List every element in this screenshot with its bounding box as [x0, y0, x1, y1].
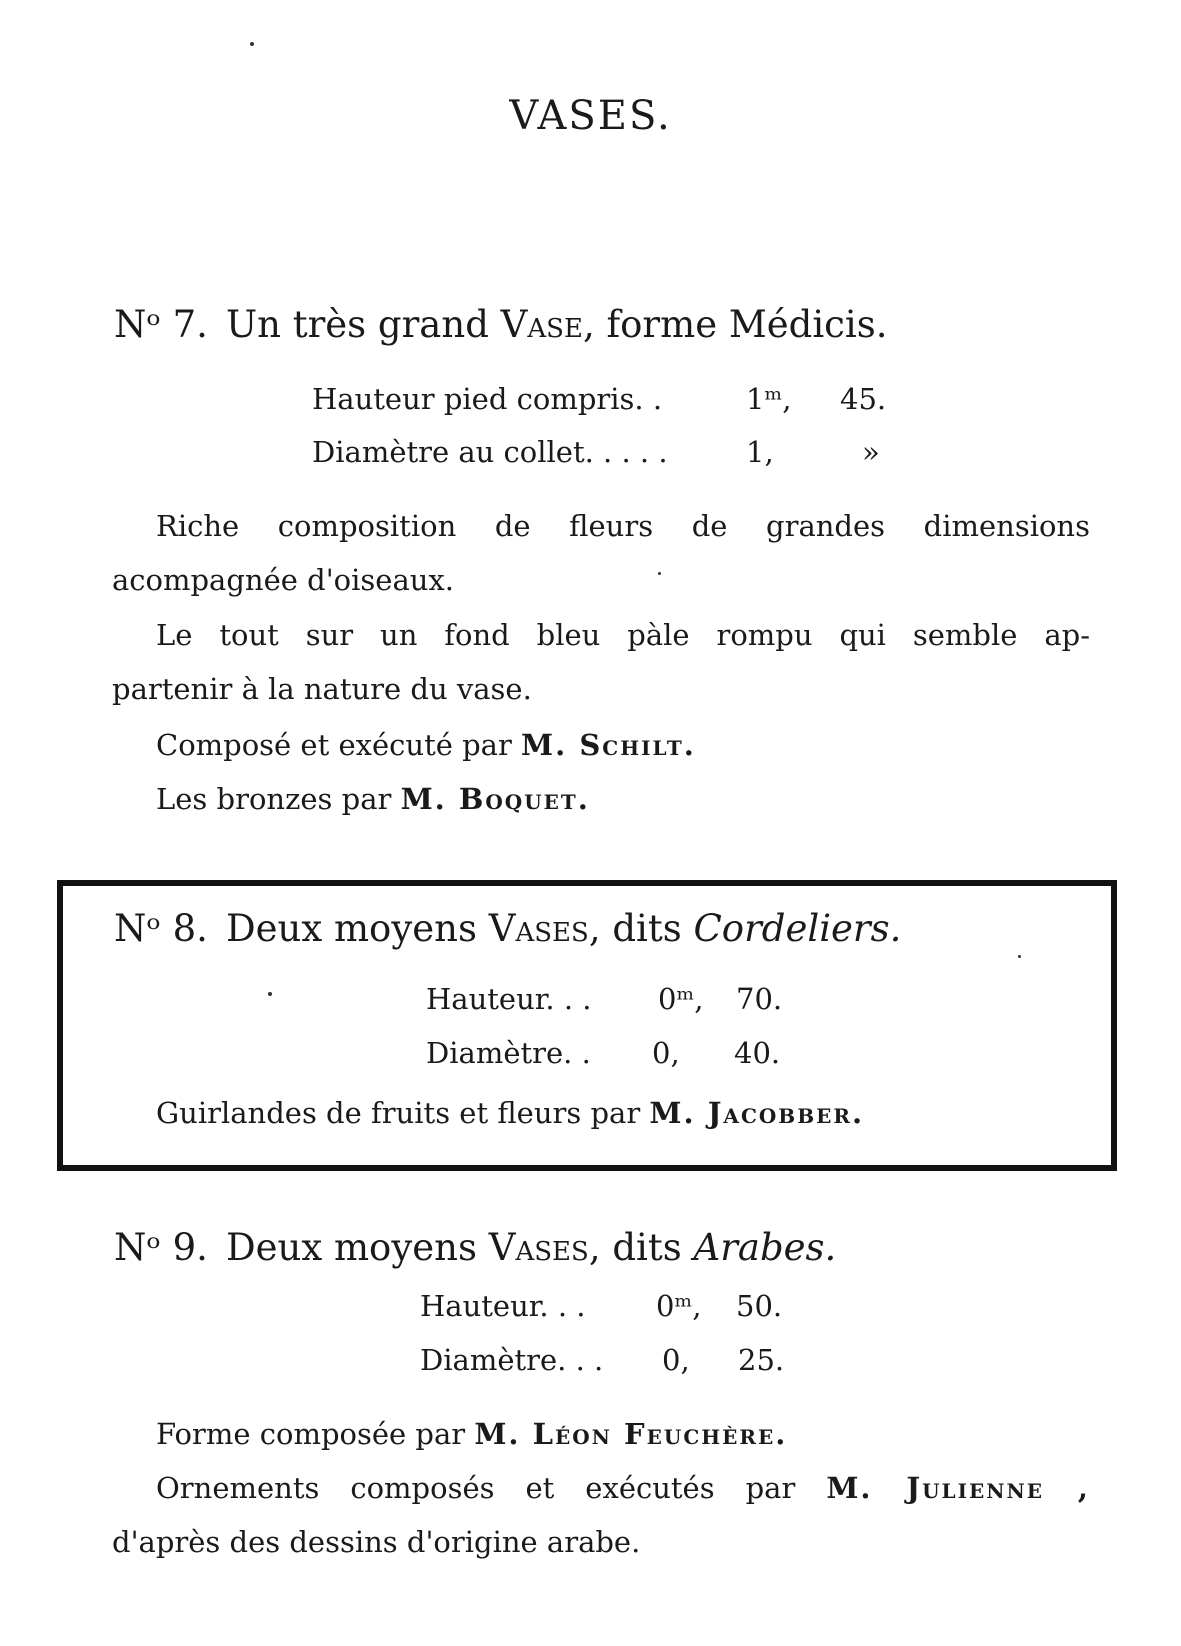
entry-title-end: , forme Médicis.: [582, 303, 888, 346]
entry-8-title: [114, 907, 902, 950]
dim-value-2: 70.: [736, 982, 783, 1016]
entry-number: 9.: [172, 1226, 208, 1269]
entry-9-credit-line: [156, 1471, 1090, 1505]
dim-label: Diamètre au collet. . . . .: [312, 435, 668, 469]
entry-7-description-line: partenir à la nature du vase.: [112, 672, 532, 706]
entry-title-end: , dits: [588, 907, 682, 950]
entry-7-description-line: Riche composition de fleurs de grandes dimensions: [156, 509, 1090, 543]
dim-value-1: 0,: [652, 1036, 680, 1070]
dim-value-1: 0ᵐ,: [658, 982, 704, 1016]
credit-name: M. Schilt.: [521, 728, 696, 762]
entry-7-credit: [156, 782, 590, 816]
entry-7-description-line: Le tout sur un fond bleu pàle rompu qui semble ap-: [156, 618, 1090, 652]
dim-value-2: 45.: [840, 382, 887, 416]
dim-value-1: 1ᵐ,: [746, 382, 792, 416]
entry-title-start: Deux moyens: [225, 1226, 477, 1269]
entry-9-credit: [156, 1417, 788, 1451]
dim-value-2: 50.: [736, 1289, 783, 1323]
dim-value-2: 40.: [734, 1036, 781, 1070]
entry-title-word: Vases: [488, 1226, 589, 1269]
credit-name: M. Jacobber.: [649, 1096, 865, 1130]
entry-title-word: Vase: [500, 303, 583, 346]
entry-title-end: , dits: [588, 1226, 682, 1269]
entry-7-credit: [156, 728, 696, 762]
credit-text: Forme composée par: [156, 1417, 466, 1451]
dim-label: Diamètre. .: [426, 1036, 591, 1070]
dim-value-1: 0,: [662, 1343, 690, 1377]
entry-title-italic: Cordeliers.: [693, 907, 902, 950]
entry-number-label: Nᵒ: [114, 303, 161, 346]
dim-value-1: 0ᵐ,: [656, 1289, 702, 1323]
entry-title-word: Vases: [488, 907, 589, 950]
entry-number: 8.: [172, 907, 208, 950]
entry-number-label: Nᵒ: [114, 907, 161, 950]
print-speck: [658, 572, 661, 575]
credit-name: M. Julienne ,: [826, 1471, 1090, 1505]
entry-9-credit-line: d'après des dessins d'origine arabe.: [112, 1525, 641, 1559]
dim-label: Hauteur. . .: [420, 1289, 586, 1323]
entry-7-title: [114, 303, 888, 346]
page-title: VASES.: [509, 93, 672, 139]
dim-label: Hauteur. . .: [426, 982, 592, 1016]
dim-value-1: 1,: [746, 435, 774, 469]
credit-text: Ornements composés et exécutés par: [156, 1471, 796, 1505]
entry-title-italic: Arabes.: [693, 1226, 837, 1269]
dim-label: Diamètre. . .: [420, 1343, 604, 1377]
entry-number-label: Nᵒ: [114, 1226, 161, 1269]
credit-text: Guirlandes de fruits et fleurs par: [156, 1096, 641, 1130]
dim-value-2: 25.: [738, 1343, 785, 1377]
credit-text: Les bronzes par: [156, 782, 392, 816]
entry-7-description-line: acompagnée d'oiseaux.: [112, 563, 454, 597]
entry-8-credit: [156, 1096, 865, 1130]
entry-title-start: Un très grand: [225, 303, 489, 346]
credit-name: M. Boquet.: [400, 782, 590, 816]
credit-name: M. Léon Feuchère.: [474, 1417, 788, 1451]
entry-9-title: [114, 1226, 837, 1269]
entry-title-start: Deux moyens: [225, 907, 477, 950]
dim-value-2: »: [862, 435, 880, 469]
dim-label: Hauteur pied compris. .: [312, 382, 663, 416]
credit-text: Composé et exécuté par: [156, 728, 512, 762]
entry-number: 7.: [172, 303, 208, 346]
print-speck: [250, 42, 254, 46]
